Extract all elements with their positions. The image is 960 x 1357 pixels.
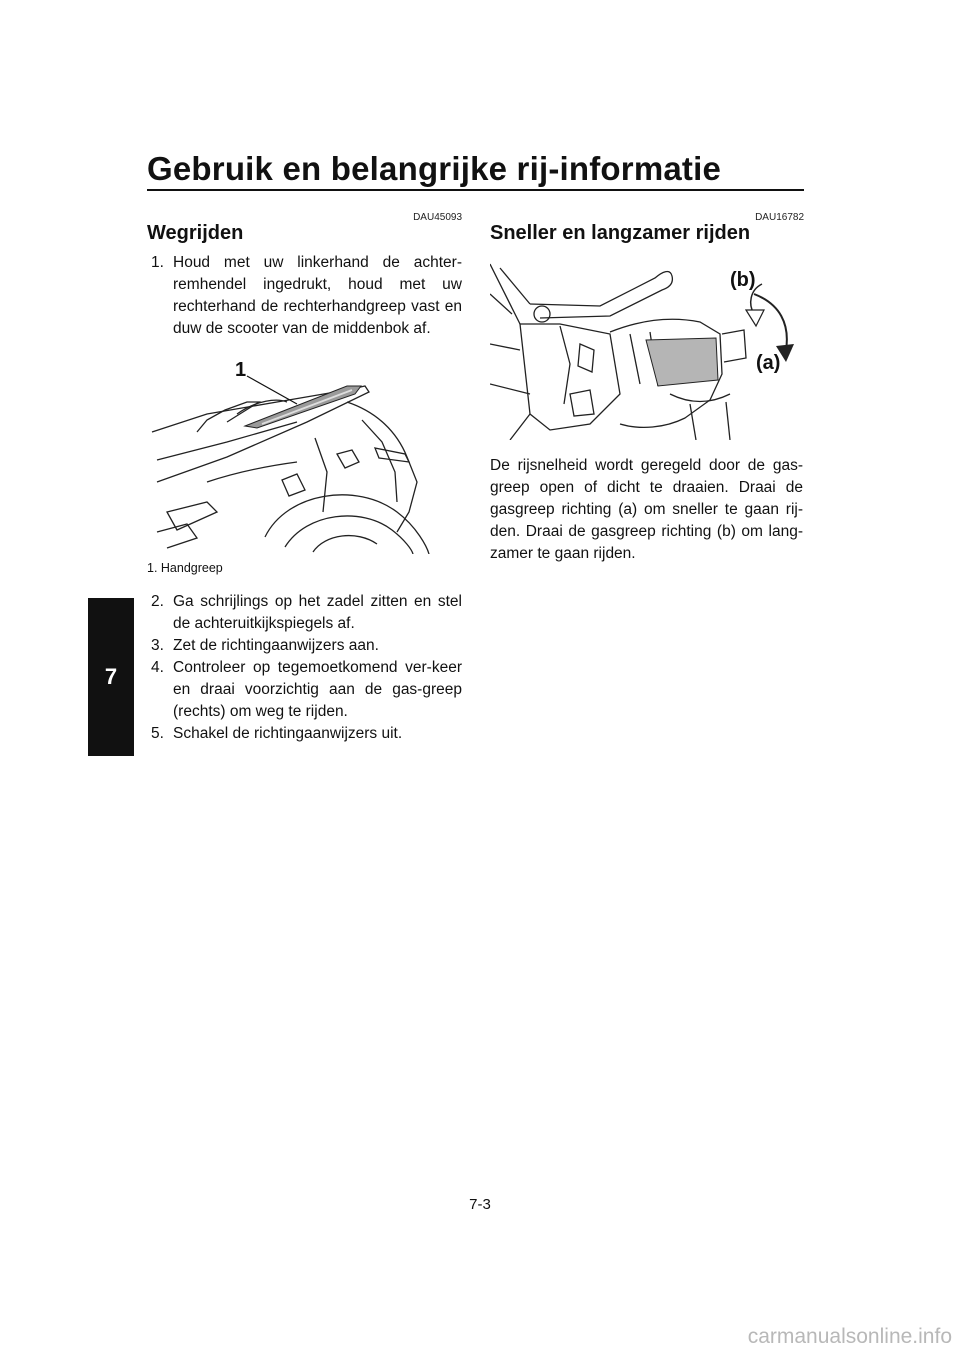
step-number: 2. [151, 593, 164, 610]
rear-grab-handle-illustration [147, 359, 463, 554]
section-code: DAU45093 [413, 212, 462, 223]
section-heading-sneller: Sneller en langzamer rijden [490, 222, 751, 244]
throttle-grip-illustration [490, 254, 804, 440]
step-number: 5. [151, 725, 164, 742]
figure-label-b: (b) [730, 269, 756, 291]
chapter-tab: 7 [88, 598, 134, 756]
watermark: carmanualsonline.info [747, 1325, 952, 1348]
step-text: Ga schrijlings op het zadel zitten en stel de achteruitkijkspiegels af. [173, 593, 462, 632]
title-rule [147, 189, 804, 191]
figure-caption: 1. Handgreep [147, 561, 223, 575]
step-item [151, 591, 462, 635]
step-text: Houd met uw linkerhand de achter-remhendel ingedrukt, houd met uw rechterhand de rechterhandgreep vast en duw de scooter van de middenbok af. [173, 254, 462, 337]
step-number: 3. [151, 637, 164, 654]
page-title: Gebruik en belangrijke rij-informatie [147, 150, 722, 187]
step-number: 4. [151, 659, 164, 676]
section-code: DAU16782 [755, 212, 804, 223]
step-item [151, 723, 462, 745]
step-item [151, 635, 462, 657]
scooter-rear-drawing [147, 362, 463, 554]
figure-label-a: (a) [756, 352, 781, 374]
throttle-drawing [490, 254, 804, 440]
figure-callout-1: 1 [235, 359, 247, 381]
throttle-paragraph: De rijsnelheid wordt geregeld door de gas-greep open of dicht te draaien. Draai de gasgreep richting (a) om sneller te gaan rij-den. Draai de gasgreep richting (b) om lang-zamer te gaan rijden. [490, 457, 803, 562]
step-text: Zet de richtingaanwijzers aan. [173, 637, 379, 654]
step-text: Controleer op tegemoetkomend ver-keer en draai voorzichtig aan de gas-greep (rechts) om weg te rijden. [173, 659, 462, 720]
steps-list-b [151, 591, 462, 745]
page-number: 7-3 [469, 1196, 491, 1213]
step-number: 1. [151, 254, 164, 271]
step-text: Schakel de richtingaanwijzers uit. [173, 725, 403, 742]
step-item [151, 252, 462, 340]
section-heading-wegrijden: Wegrijden [147, 222, 244, 244]
steps-list-a [151, 252, 462, 340]
step-item [151, 657, 462, 723]
